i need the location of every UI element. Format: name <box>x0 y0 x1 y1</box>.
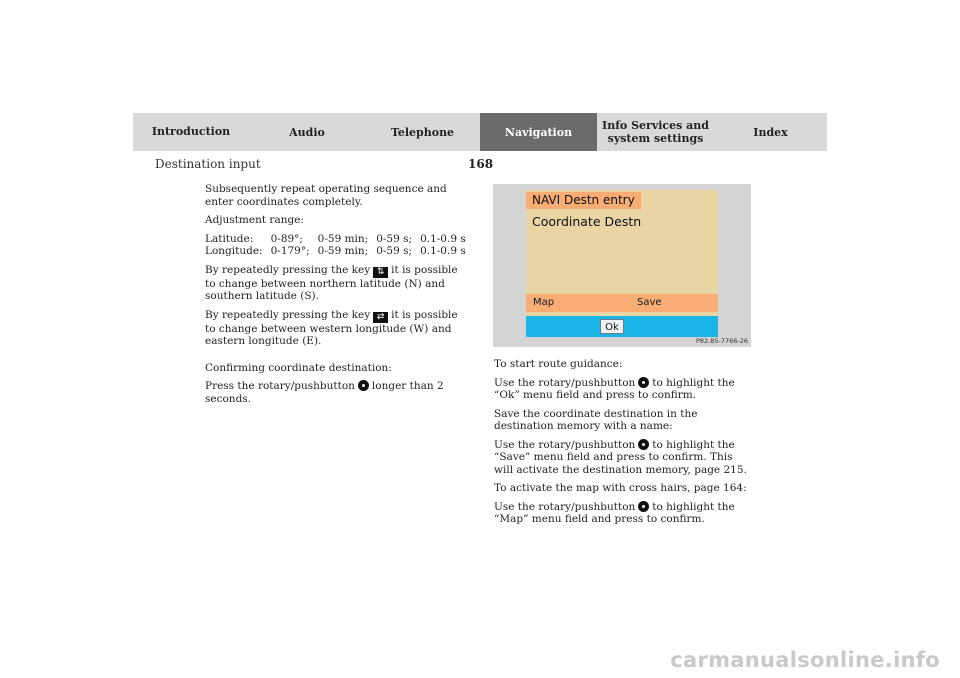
tab-introduction[interactable]: Introduction <box>133 113 249 151</box>
paragraph: Save the coordinate destination in the destination memory with a name: <box>494 407 698 432</box>
tab-telephone[interactable]: Telephone <box>365 113 480 151</box>
right-column <box>494 358 754 532</box>
screen-menu-bar <box>526 294 718 312</box>
figure-code: P82.85-7766-26 <box>695 337 748 345</box>
table-cell: 0-89°; <box>270 232 303 245</box>
table-cell: 0-59 min; <box>317 232 369 245</box>
display-screenshot <box>493 184 751 347</box>
paragraph <box>205 309 460 348</box>
paragraph <box>205 380 460 405</box>
paragraph: Adjustment range: <box>205 214 304 226</box>
table-cell: 0-179°; <box>270 245 310 257</box>
text: Use the rotary/pushbutton <box>494 376 636 389</box>
text: to highlight the “Ok” menu field and press to confirm. <box>494 376 735 401</box>
paragraph <box>205 264 460 303</box>
paragraph <box>494 377 754 402</box>
paragraph <box>494 439 754 477</box>
text: to highlight the “Save” menu field and press to confirm. This will activate the destination memory, page 215. <box>494 438 747 476</box>
screen-title: NAVI Destn entry <box>526 192 641 209</box>
text: it is possible to change between northern latitude (N) and southern latitude (S). <box>205 263 458 302</box>
paragraph: Subsequently repeat operating sequence and enter coordinates completely. <box>205 183 447 208</box>
chapter-tabs <box>133 113 827 151</box>
tab-index[interactable]: Index <box>714 113 827 151</box>
section-title: Destination input <box>155 157 261 171</box>
save-menu-item[interactable]: Save <box>637 297 662 308</box>
tab-audio[interactable]: Audio <box>249 113 365 151</box>
table-row <box>205 245 474 258</box>
text: By repeatedly pressing the key <box>205 308 371 321</box>
table-cell: 0-59 s; <box>376 232 413 245</box>
text: Press the rotary/pushbutton <box>205 380 355 392</box>
watermark: carmanualsonline.info <box>670 648 940 672</box>
screen-bottom-bar <box>526 316 718 337</box>
text: it is possible to change between western longitude (W) and eastern longitude (E). <box>205 308 458 347</box>
table-cell: 0.1-0.9 s <box>420 245 466 257</box>
page-number: 168 <box>468 157 494 171</box>
rotary-pushbutton-icon <box>638 439 649 450</box>
text: By repeatedly pressing the key <box>205 263 371 276</box>
tab-info-services[interactable]: Info Services and system settings <box>597 113 714 151</box>
adjustment-range-table <box>205 233 474 258</box>
rotary-pushbutton-icon <box>638 377 649 388</box>
left-column <box>205 183 466 411</box>
map-menu-item[interactable]: Map <box>533 297 555 308</box>
table-row <box>205 233 474 246</box>
tab-navigation[interactable]: Navigation <box>480 113 597 151</box>
paragraph: Confirming coordinate destination: <box>205 361 392 374</box>
latitude-key-icon: ⇅ <box>373 267 388 278</box>
table-cell: 0-59 s; <box>376 245 413 257</box>
text: longer than 2 seconds. <box>205 380 444 405</box>
ok-button[interactable]: Ok <box>600 319 624 334</box>
table-cell: 0-59 min; <box>317 245 369 257</box>
rotary-pushbutton-icon <box>358 380 369 391</box>
text: Use the rotary/pushbutton <box>494 500 636 513</box>
paragraph: To start route guidance: <box>494 358 623 370</box>
paragraph <box>494 501 754 526</box>
table-cell: 0.1-0.9 s <box>420 232 466 245</box>
rotary-pushbutton-icon <box>638 501 649 512</box>
table-cell: Longitude: <box>205 245 263 257</box>
text: Use the rotary/pushbutton <box>494 438 636 451</box>
paragraph: To activate the map with cross hairs, page 164: <box>494 482 747 494</box>
navi-screen <box>526 190 718 337</box>
text: to highlight the “Map” menu field and press to confirm. <box>494 500 735 525</box>
table-cell: Latitude: <box>205 232 254 245</box>
longitude-key-icon: ⇄ <box>373 312 388 323</box>
screen-subtitle: Coordinate Destn <box>532 214 642 229</box>
